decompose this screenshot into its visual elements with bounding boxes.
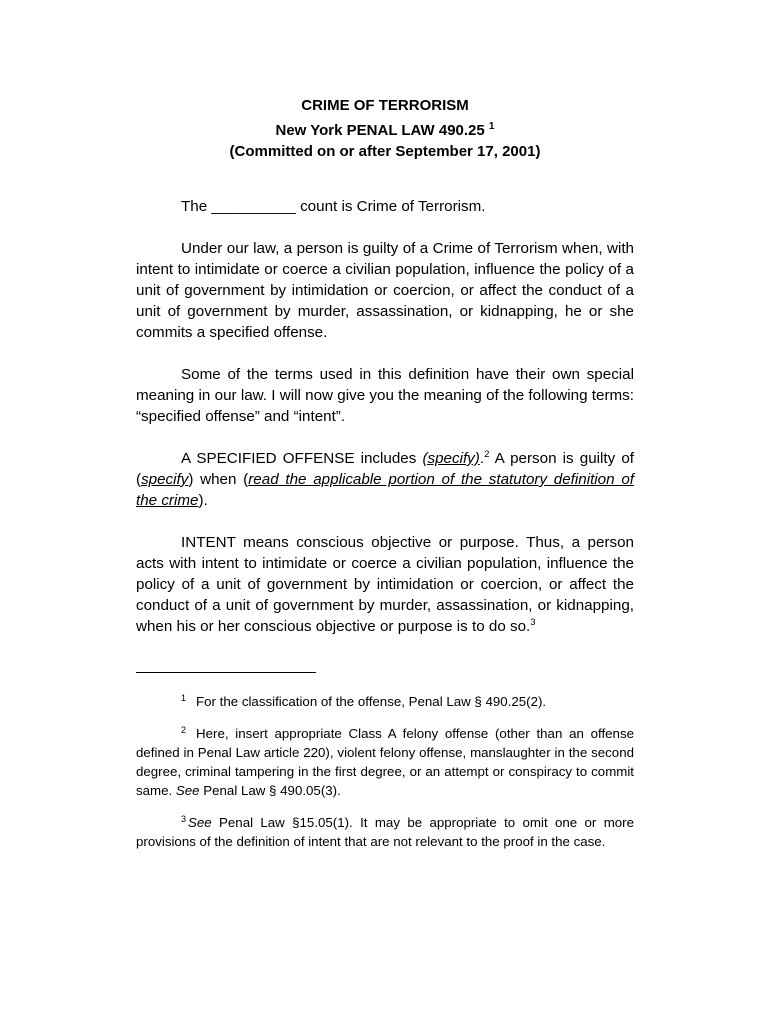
footnote-2-citation: Penal Law § 490.05(3). <box>199 783 341 798</box>
title-line-1: CRIME OF TERRORISM <box>301 97 469 114</box>
title-line-3: (Committed on or after September 17, 2001) <box>229 143 541 160</box>
footnote-3-see: See <box>188 815 212 830</box>
document-title <box>136 95 634 162</box>
closing-text: ). <box>198 492 208 509</box>
count-text-before: The <box>181 198 212 215</box>
intent-paragraph <box>136 532 634 637</box>
footnote-1 <box>136 689 634 711</box>
title-statute: New York PENAL LAW 490.25 <box>275 122 485 139</box>
terms-paragraph: Some of the terms used in this definition have their own special meaning in our law. I will now give you the meaning of the following terms: “specified offense” and “intent”. <box>136 366 634 425</box>
footnote-2-number: 2 <box>181 725 187 735</box>
footnote-2-see: See <box>175 783 200 798</box>
count-paragraph <box>136 196 634 217</box>
specify-placeholder-1: (specify) <box>422 450 480 467</box>
footnote-2 <box>136 721 634 800</box>
read-definition-placeholder: read the applicable portion of the statutory definition of the crime <box>136 471 634 509</box>
footnote-3-text: Penal Law §15.05(1). It may be appropriate to omit one or more provisions of the definition of intent that are not relevant to the proof in the case. <box>136 815 634 849</box>
footnote-ref-3: 3 <box>530 616 536 628</box>
footnote-ref-1: 1 <box>488 121 495 132</box>
count-text-after: count is Crime of Terrorism. <box>295 198 486 215</box>
specify-placeholder-2: specify <box>141 471 189 488</box>
footnote-2-text: Here, insert appropriate Class A felony offense (other than an offense defined in Penal Law article 220), violent felony offense, manslaughter in the second degree, criminal tampering in the first degree, or an attempt or conspiracy to commit same. <box>136 726 634 798</box>
specified-offense-paragraph <box>136 448 634 511</box>
when-text: ) when ( <box>188 471 249 488</box>
footnote-ref-2: 2 <box>484 448 490 460</box>
title-line-2 <box>136 116 634 141</box>
footnote-1-text: For the classification of the offense, Penal Law § 490.25(2). <box>196 694 547 709</box>
footnote-divider <box>136 672 316 673</box>
count-blank: __________ <box>211 198 296 215</box>
period: . <box>479 450 485 467</box>
footnote-3 <box>136 810 634 851</box>
specified-offense-text: A SPECIFIED OFFENSE includes <box>181 450 423 467</box>
footnote-1-number: 1 <box>181 693 187 703</box>
guilty-text: A person is guilty of ( <box>136 450 634 488</box>
document-page <box>136 95 634 851</box>
footnote-3-number: 3 <box>181 814 187 824</box>
intent-text: INTENT means conscious objective or purpose. Thus, a person acts with intent to intimidate or coerce a civilian population, influence the policy of a unit of government by intimidation or coercion, or affect the conduct of a unit of government by murder, assassination, or kidnapping, when his or her conscious objective or purpose is to do so. <box>136 534 634 635</box>
definition-paragraph: Under our law, a person is guilty of a Crime of Terrorism when, with intent to intimidate or coerce a civilian population, influence the policy of a unit of government by intimidation or coercion, or affect the conduct of a unit of government by murder, assassination, or kidnapping, he or she commits a specified offense. <box>136 240 634 341</box>
